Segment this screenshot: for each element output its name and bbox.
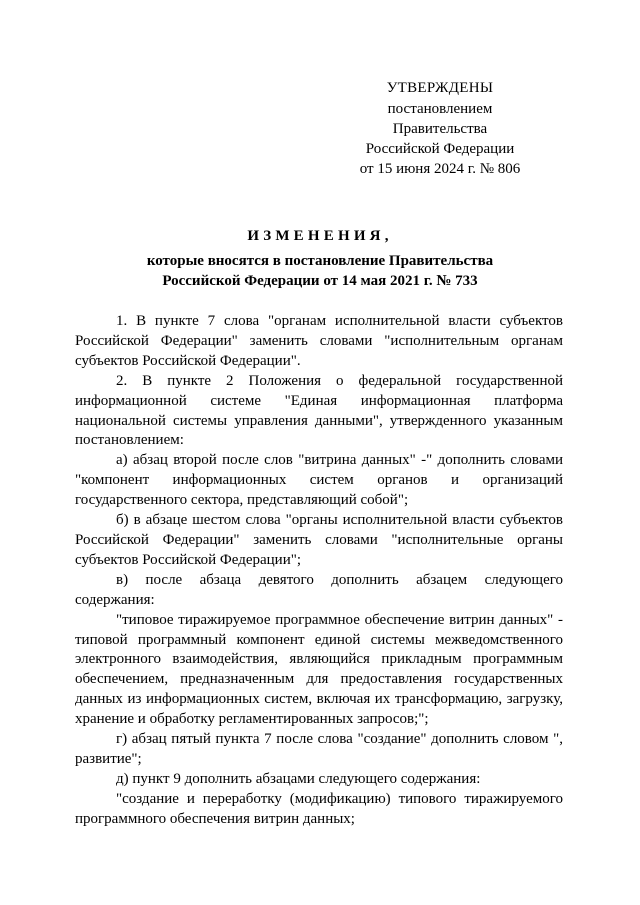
paragraph-2d-quote: "создание и переработку (модификацию) типового тиражируемого программного обеспечения витрин данных;	[75, 790, 563, 827]
paragraph-2a: а) абзац второй после слов "витрина данных" -" дополнить словами "компонент информационных систем органов и организаций государственного сектора, представляющий собой";	[75, 452, 563, 509]
document-heading	[0, 226, 640, 291]
paragraph-2b: б) в абзаце шестом слова "органы исполнительной власти субъектов Российской Федерации" заменить словами "исполнительные органы субъектов Российской Федерации";	[75, 512, 563, 568]
document-subtitle-line-1: которые вносятся в постановление Правительства	[146, 253, 494, 269]
paragraph-2d: д) пункт 9 дополнить абзацами следующего содержания:	[116, 770, 481, 787]
paragraph-2: 2. В пункте 2 Положения о федеральной государственной информационной системе "Единая информационная платформа национальной системы управления данными", утвержденного указанным постановлением:	[75, 372, 563, 449]
approval-title: УТВЕРЖДЕНЫ	[386, 80, 494, 96]
paragraph-1: 1. В пункте 7 слова "органам исполнительной власти субъектов Российской Федерации" заменить словами "исполнительным органам субъектов Российской Федерации".	[75, 313, 563, 369]
paragraph-2v-quote: "типовое тиражируемое программное обеспечение витрин данных" - типовой программный компонент единой системы межведомственного электронного взаимодействия, являющийся прикладным программным обеспечением, предназначенным для предоставления государственных данных из информационных систем, включая их трансформацию, загрузку, хранение и обработку регламентированных запросов;";	[75, 611, 563, 728]
paragraph-2v: в) после абзаца девятого дополнить абзацем следующего содержания:	[75, 571, 563, 608]
approval-stamp	[340, 78, 540, 179]
document-subtitle-line-2: Российской Федерации от 14 мая 2021 г. № 733	[162, 273, 478, 289]
approval-line-1: постановлением Правительства	[387, 101, 493, 137]
paragraph-2g: г) абзац пятый пункта 7 после слова "создание" дополнить словом ", развитие";	[75, 731, 563, 767]
document-body	[75, 312, 563, 830]
approval-line-3: от 15 июня 2024 г. № 806	[359, 161, 521, 177]
approval-line-2: Российской Федерации	[365, 141, 515, 157]
document-title: ИЗМЕНЕНИЯ,	[247, 228, 393, 244]
